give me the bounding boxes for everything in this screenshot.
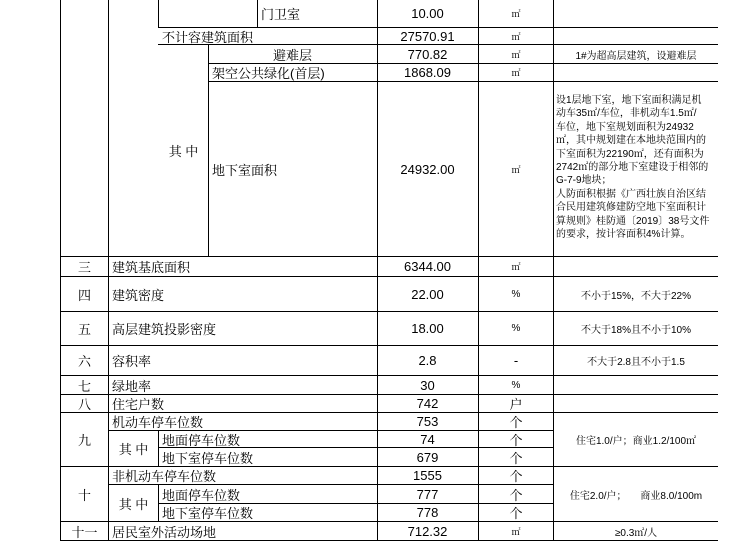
cell-no: 八 — [77, 397, 91, 412]
cell-value: 24932.00 — [400, 161, 455, 177]
cell-name: 高层建筑投影密度 — [112, 322, 217, 337]
cell-name: 建筑密度 — [112, 287, 165, 303]
cell-value: 74 — [420, 431, 435, 447]
cell-name: 建筑基底面积 — [112, 260, 191, 275]
cell-no: 五 — [77, 322, 91, 337]
cell-no: 七 — [77, 378, 91, 394]
cell-name: 居民室外活动场地 — [112, 524, 217, 540]
cell-name: 地面停车位数 — [162, 487, 241, 503]
cell-unit: - — [513, 353, 519, 368]
cell-unit: ㎡ — [511, 262, 521, 272]
cell-unit: 个 — [509, 487, 523, 503]
cell-remark: 1#为超高层建筑，设避难层 — [575, 50, 697, 62]
cell-unit: 个 — [509, 450, 523, 466]
cell-remark — [554, 0, 718, 27]
cell-value: 22.00 — [411, 286, 444, 302]
cell-remark: 住宅1.0/户；商业1.2/100㎡ — [575, 436, 697, 447]
cell-value: 2.8 — [418, 353, 437, 368]
cell-name: 架空公共绿化(首层) — [212, 66, 325, 81]
cell-value: 1868.09 — [404, 65, 451, 80]
cell-remark: 不小于15%，不大于22% — [580, 290, 692, 302]
cell-name: 地下室停车位数 — [162, 450, 254, 466]
cell-value: 770.82 — [407, 46, 448, 62]
cell-name: 住宅户数 — [112, 397, 165, 412]
cell-unit: ㎡ — [511, 164, 521, 175]
cell-remark: ≥0.3㎡/人 — [614, 527, 658, 539]
cell-unit: ㎡ — [511, 526, 521, 537]
cell-value: 10.00 — [411, 6, 444, 21]
cell-no: 四 — [77, 287, 91, 303]
cell-unit: 个 — [509, 506, 523, 521]
cell-unit: ㎡ — [511, 9, 521, 19]
cell-unit: ㎡ — [511, 49, 521, 60]
cell-name: 地下室停车位数 — [162, 506, 254, 521]
cell-value: 679 — [416, 449, 439, 465]
cell-unit: 个 — [509, 415, 523, 430]
cell-remark-note: 设1层地下室，地下室面积满足机 动车35㎡/车位，非机动车1.5㎡/ 车位，地下室规划面积为24932 ㎡，其中规划建在本地块范围内的 下室面积为22190㎡，还有面积为 2742㎡的部分地下室建设于相邻的 G-7-9地块； 人防面积根据《广西壮族自治区结 合民用建筑修建防空地下室面积计 算规则》桂防通〔2019〕38号文件 的要求，按计容面积4%计算。 — [556, 95, 710, 241]
cell-unit: 个 — [509, 432, 523, 447]
cell-name: 非机动车停车位数 — [112, 469, 217, 484]
cell-name: 机动车停车位数 — [112, 415, 204, 430]
cell-value: 18.00 — [411, 321, 444, 336]
grid-line — [158, 0, 159, 27]
cell-value: 778 — [416, 505, 439, 520]
cell-unit: % — [511, 323, 521, 334]
cell-remark: 不大于2.8且不小于1.5 — [587, 357, 685, 368]
cell-remark: 住宅2.0/户； 商业8.0/100m — [569, 490, 703, 502]
cell-no: 十 — [77, 487, 91, 503]
cell-value: 753 — [416, 414, 439, 429]
cell-name: 地面停车位数 — [162, 432, 241, 447]
cell-unit: ㎡ — [511, 68, 521, 78]
cell-name: 门卫室 — [261, 7, 301, 22]
cell-no: 六 — [77, 354, 91, 369]
sub-label-cell: 其 中 — [118, 496, 149, 512]
cell-value: 742 — [416, 396, 439, 411]
cell-value: 1555 — [413, 468, 442, 483]
cell-unit: ㎡ — [511, 31, 521, 42]
cell-unit: 个 — [509, 469, 523, 484]
cell-remark: 不大于18%且不小于10% — [580, 325, 692, 336]
cell-no: 九 — [77, 433, 91, 448]
cell-name: 绿地率 — [112, 378, 152, 394]
cell-value: 6344.00 — [404, 259, 451, 274]
cell-value: 777 — [416, 486, 439, 502]
grid-line — [60, 540, 718, 541]
cell-value: 712.32 — [407, 523, 448, 539]
cell-value: 30 — [420, 377, 435, 393]
cell-unit: 户 — [509, 397, 523, 412]
sub-label-cell: 其 中 — [168, 144, 199, 159]
sub-label-cell: 其 中 — [118, 442, 149, 457]
cell-name: 不计容建筑面积 — [162, 29, 254, 44]
cell-name: 避难层 — [272, 47, 312, 63]
cell-no: 三 — [77, 260, 91, 275]
cell-unit: % — [511, 379, 521, 391]
cell-name: 地下室面积 — [212, 162, 278, 178]
cell-value: 27570.91 — [400, 28, 455, 44]
cell-unit: % — [511, 288, 521, 300]
cell-no: 十一 — [71, 524, 98, 540]
cell-name: 容积率 — [112, 354, 152, 369]
